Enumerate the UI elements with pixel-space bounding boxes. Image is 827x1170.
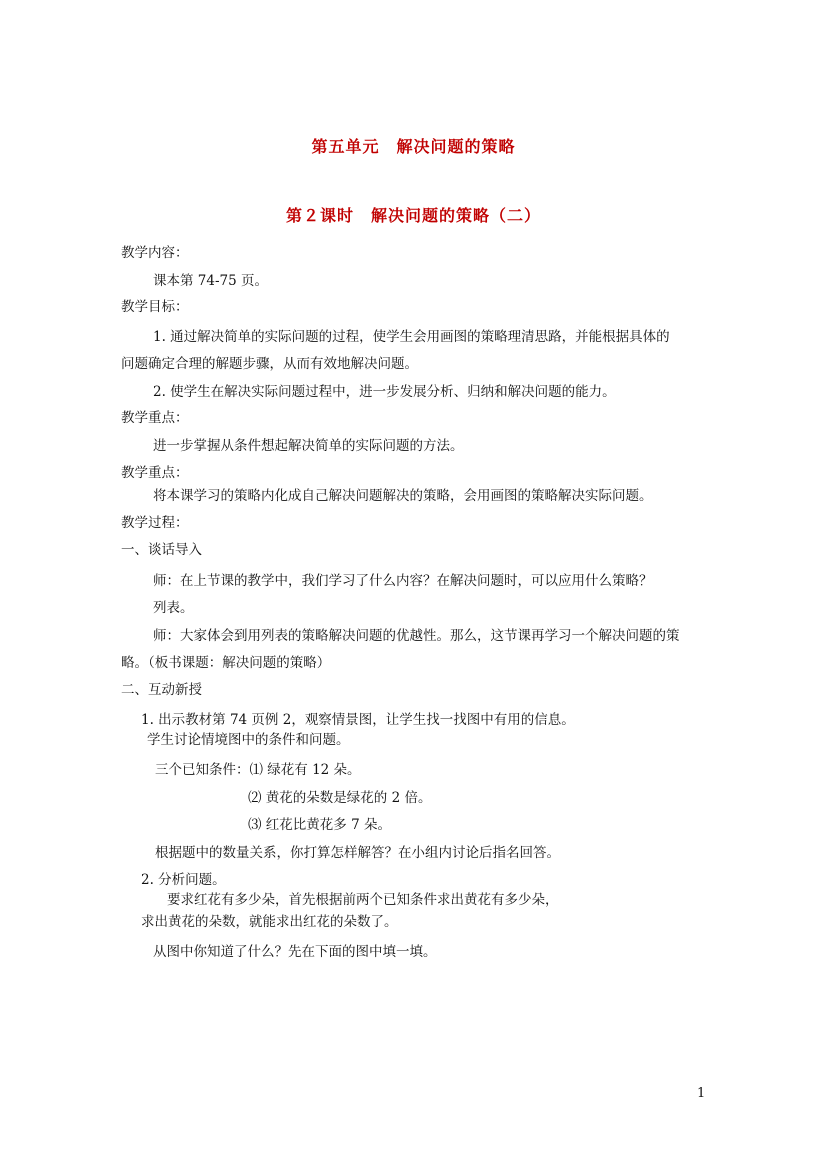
key-point-text: 进一步掌握从条件想起解决简单的实际问题的方法。 bbox=[153, 438, 464, 454]
step-1-discussion: 学生讨论情境图中的条件和问题。 bbox=[147, 732, 350, 748]
condition-3: ⑶ 红花比黄花多 7 朵。 bbox=[248, 817, 391, 833]
analysis-1: 要求红花有多少朵，首先根据前两个已知条件求出黄花有多少朵， bbox=[167, 892, 559, 908]
solve-question: 根据题中的数量关系，你打算怎样解答？在小组内讨论后指名回答。 bbox=[155, 845, 560, 861]
heading-process: 教学过程： bbox=[121, 515, 189, 531]
analysis-2: 求出黄花的朵数，就能求出红花的朵数了。 bbox=[141, 914, 398, 930]
dialogue-2-cont: 略。（板书课题：解决问题的策略） bbox=[121, 655, 331, 671]
unit-title: 第五单元 解决问题的策略 bbox=[311, 137, 516, 156]
fill-in-prompt: 从图中你知道了什么？先在下面的图中填一填。 bbox=[153, 944, 437, 960]
objective-2: 2. 使学生在解决实际问题过程中，进一步发展分析、归纳和解决问题的能力。 bbox=[153, 384, 616, 400]
page-number: 1 bbox=[697, 1086, 706, 1101]
heading-content: 教学内容： bbox=[121, 245, 189, 261]
section-1-heading: 一、谈话导入 bbox=[121, 542, 202, 558]
lesson-title: 第２课时 解决问题的策略（二） bbox=[285, 206, 541, 225]
content-text: 课本第 74-75 页。 bbox=[153, 273, 269, 289]
key-point-text-2: 将本课学习的策略内化成自己解决问题解决的策略，会用画图的策略解决实际问题。 bbox=[153, 488, 653, 504]
step-1: 1. 出示教材第 74 页例 2，观察情景图，让学生找一找图中有用的信息。 bbox=[141, 712, 575, 728]
heading-key-points-2: 教学重点： bbox=[121, 465, 189, 481]
heading-key-points: 教学重点： bbox=[121, 410, 189, 426]
dialogue-1: 师：在上节课的教学中，我们学习了什么内容？在解决问题时，可以应用什么策略？ bbox=[153, 573, 653, 589]
dialogue-2: 师：大家体会到用列表的策略解决问题的优越性。那么，这节课再学习一个解决问题的策 bbox=[153, 628, 680, 644]
objective-1-cont: 问题确定合理的解题步骤，从而有效地解决问题。 bbox=[121, 356, 418, 372]
heading-objectives: 教学目标： bbox=[121, 299, 189, 315]
dialogue-answer: 列表。 bbox=[153, 600, 194, 616]
objective-1: 1. 通过解决简单的实际问题的过程，使学生会用画图的策略理清思路，并能根据具体的 bbox=[153, 329, 670, 345]
condition-1: 三个已知条件：⑴ 绿花有 12 朵。 bbox=[155, 762, 361, 778]
step-2: 2. 分析问题。 bbox=[141, 872, 226, 888]
section-2-heading: 二、互动新授 bbox=[121, 682, 202, 698]
condition-2: ⑵ 黄花的朵数是绿花的 2 倍。 bbox=[248, 790, 432, 806]
